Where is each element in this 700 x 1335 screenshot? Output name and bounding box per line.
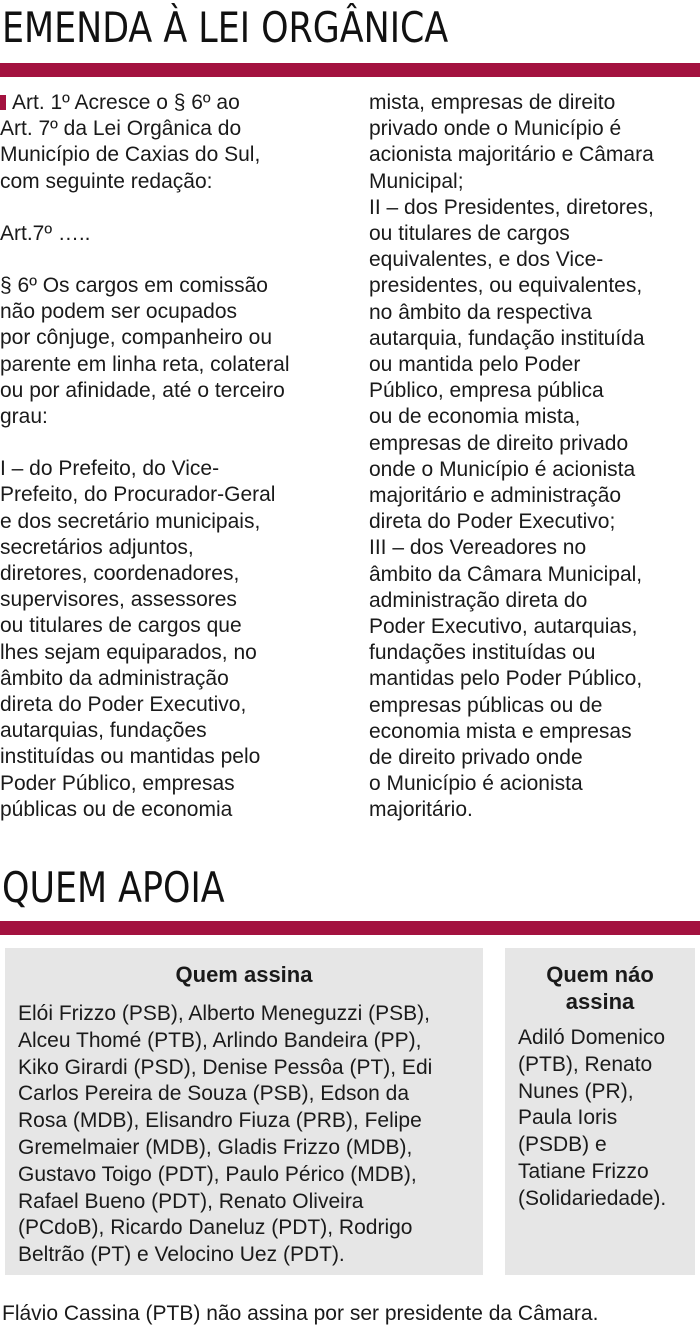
article-text: Art. 1º Acresce o § 6º ao xyxy=(12,91,240,114)
article-line: não podem ser ocupados xyxy=(0,300,237,324)
non-signers-list xyxy=(505,1015,695,1213)
article-line: empresas de direito privado xyxy=(369,431,629,455)
headline: EMENDA À LEI ORGÂNICA xyxy=(2,3,449,52)
article-line: grau: xyxy=(0,405,48,429)
article-line: direta do Poder Executivo; xyxy=(369,510,616,534)
article-line: o Município é acionista xyxy=(369,772,583,796)
article-line: majoritário. xyxy=(369,798,473,822)
article-line: âmbito da administração xyxy=(0,666,229,690)
signers-line: (PCdoB), Ricardo Daneluz (PDT), Rodrigo xyxy=(18,1216,413,1240)
article-line: I – do Prefeito, do Vice- xyxy=(0,457,220,481)
article-line: majoritário e administração xyxy=(369,484,622,508)
non-signers-line: (PTB), Renato xyxy=(518,1052,653,1076)
article-line: autarquias, fundações xyxy=(0,719,207,743)
article-line: públicas ou de economia xyxy=(0,797,233,821)
article-line: acionista majoritário e Câmara xyxy=(369,143,654,167)
non-signers-title-line: assina xyxy=(565,989,635,1014)
section-rule xyxy=(0,921,700,935)
article-line: parente em linha reta, colateral xyxy=(0,352,290,376)
non-signers-line: (PSDB) e xyxy=(518,1133,607,1157)
article-line: Poder Executivo, autarquias, xyxy=(369,615,638,639)
article-line: no âmbito da respectiva xyxy=(369,300,592,324)
article-line: privado onde o Município é xyxy=(369,117,622,141)
article-line: por cônjuge, companheiro ou xyxy=(0,326,273,350)
article-line: âmbito da Câmara Municipal, xyxy=(369,562,643,586)
article-line: de direito privado onde xyxy=(369,746,583,770)
signers-line: Rafael Bueno (PDT), Renato Oliveira xyxy=(18,1189,364,1213)
signers-line: Alceu Thomé (PTB), Arlindo Bandeira (PP), xyxy=(18,1028,422,1052)
signers-box xyxy=(5,948,483,1275)
headline-rule xyxy=(0,63,700,77)
non-signers-line: Nunes (PR), xyxy=(518,1079,634,1103)
non-signers-box xyxy=(505,948,695,1275)
signers-line: Beltrão (PT) e Velocino Uez (PDT). xyxy=(18,1243,345,1267)
article-line: autarquia, fundação instituída xyxy=(369,326,645,350)
non-signers-title-line: Quem náo xyxy=(546,962,654,987)
article-line: ou titulares de cargos que xyxy=(0,614,242,638)
article-line: economia mista e empresas xyxy=(369,719,632,743)
footnote: Flávio Cassina (PTB) não assina por ser presidente da Câmara. xyxy=(2,1302,599,1325)
article-line: Art.7º ….. xyxy=(0,221,91,245)
left-column xyxy=(0,90,342,823)
article-line: ou titulares de cargos xyxy=(369,222,570,246)
article-line: equivalentes, e dos Vice- xyxy=(369,248,604,272)
non-signers-title xyxy=(505,948,695,1015)
article-line: Art. 7º da Lei Orgânica do xyxy=(0,117,242,141)
non-signers-line: (Solidariedade). xyxy=(518,1186,667,1210)
signers-line: Gremelmaier (MDB), Gladis Frizzo (MDB), xyxy=(18,1135,413,1159)
article-line: e dos secretário municipais, xyxy=(0,509,261,533)
signers-line: Carlos Pereira de Souza (PSB), Edson da xyxy=(18,1082,410,1106)
non-signers-line: Paula Ioris xyxy=(518,1106,618,1130)
article-line: Poder Público, empresas xyxy=(0,771,235,795)
article-line: onde o Município é acionista xyxy=(369,457,636,481)
article-line: com seguinte redação: xyxy=(0,169,213,193)
article-line: fundações instituídas ou xyxy=(369,641,596,665)
article-line: III – dos Vereadores no xyxy=(369,536,587,560)
article-line: presidentes, ou equivalentes, xyxy=(369,274,643,298)
article-line: lhes sejam equiparados, no xyxy=(0,640,257,664)
article-line: II – dos Presidentes, diretores, xyxy=(369,195,654,219)
article-line: diretores, coordenadores, xyxy=(0,562,240,586)
article-line xyxy=(0,90,342,116)
article-line: mista, empresas de direito xyxy=(369,91,616,114)
article-line: empresas públicas ou de xyxy=(369,693,603,717)
signers-line: Kiko Girardi (PSD), Denise Pessôa (PT), Edi xyxy=(18,1055,433,1079)
article-line: mantidas pelo Poder Público, xyxy=(369,667,643,691)
article-line: Município de Caxias do Sul, xyxy=(0,143,261,167)
article-line: Prefeito, do Procurador-Geral xyxy=(0,483,276,507)
article-line: direta do Poder Executivo, xyxy=(0,693,247,717)
signers-line: Gustavo Toigo (PDT), Paulo Périco (MDB), xyxy=(18,1162,417,1186)
article-line: secretários adjuntos, xyxy=(0,535,194,559)
article-line: Público, empresa pública xyxy=(369,379,604,403)
article-line: instituídas ou mantidas pelo xyxy=(0,745,261,769)
signers-title: Quem assina xyxy=(175,962,313,987)
article-line: § 6º Os cargos em comissão xyxy=(0,274,268,298)
signers-line: Rosa (MDB), Elisandro Fiuza (PRB), Felipe xyxy=(18,1109,422,1133)
non-signers-line: Tatiane Frizzo xyxy=(518,1159,649,1183)
article-line: ou mantida pelo Poder xyxy=(369,353,581,377)
article-line: ou de economia mista, xyxy=(369,405,581,429)
section-heading: QUEM APOIA xyxy=(2,863,225,912)
right-column xyxy=(369,90,700,824)
article-line: Municipal; xyxy=(369,169,464,193)
article-line: administração direta do xyxy=(369,588,588,612)
signers-list xyxy=(5,988,483,1269)
article-line: supervisores, assessores xyxy=(0,588,237,612)
non-signers-line: Adiló Domenico xyxy=(518,1026,666,1049)
bullet-square-icon xyxy=(0,95,6,110)
signers-line: Elói Frizzo (PSB), Alberto Meneguzzi (PSB), xyxy=(18,1002,430,1025)
article-line: ou por afinidade, até o terceiro xyxy=(0,378,285,402)
